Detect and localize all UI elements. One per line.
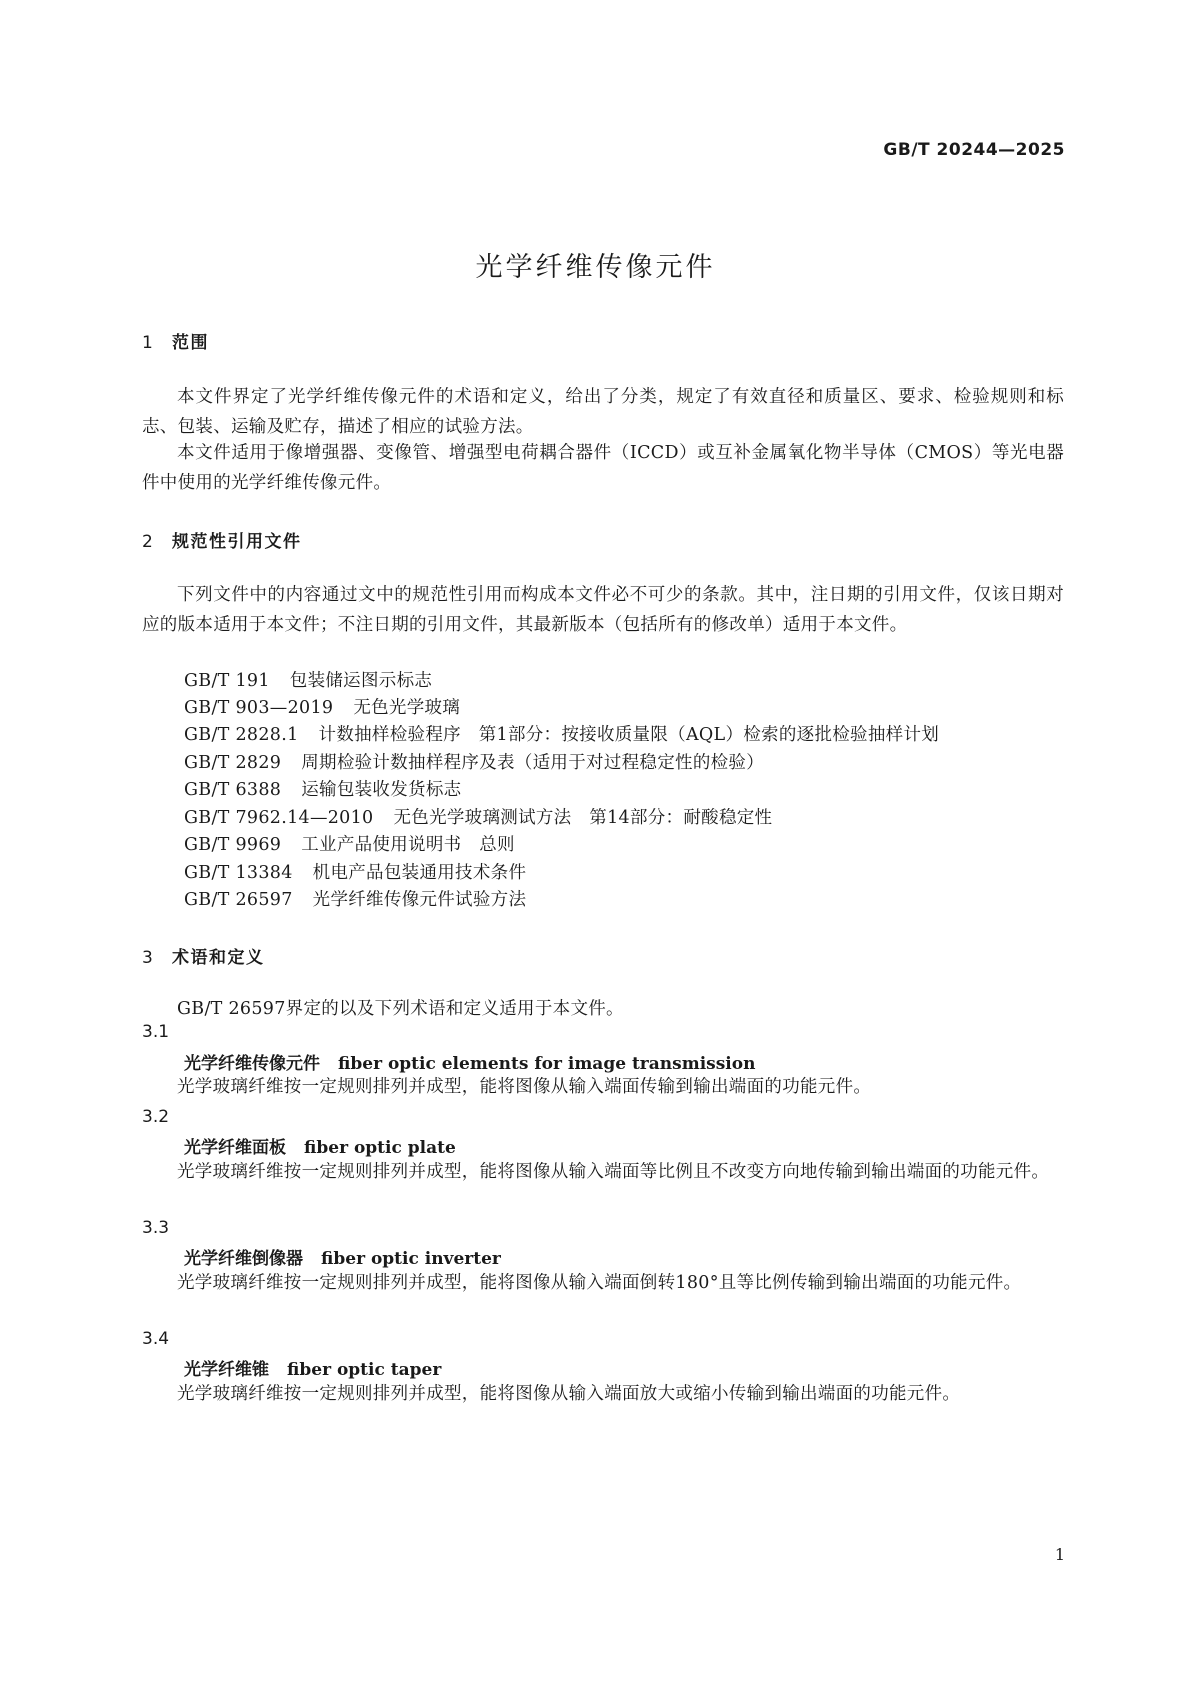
section-number: 3 [142, 948, 155, 968]
document-title: 光学纤维传像元件 [475, 252, 716, 283]
reference-code: GB/T 9969 [184, 835, 282, 855]
reference-title: 无色光学玻璃测试方法 第14部分：耐酸稳定性 [393, 808, 773, 828]
references-intro: 下列文件中的内容通过文中的规范性引用而构成本文件必不可少的条款。其中，注日期的引用文件，仅该日期对应的版本适用于本文件；不注日期的引用文件，其最新版本（包括所有的修改单）适用于本文件。 [142, 585, 1064, 635]
section-1-heading [142, 328, 209, 353]
term-definition: 光学玻璃纤维按一定规则排列并成型，能将图像从输入端面传输到输出端面的功能元件。 [177, 1077, 872, 1097]
reference-item [184, 694, 460, 719]
term-name [184, 1244, 501, 1269]
reference-item [184, 667, 432, 692]
term-name [184, 1133, 456, 1158]
reference-item [184, 721, 939, 746]
reference-item [184, 831, 515, 856]
reference-title: 光学纤维传像元件试验方法 [312, 890, 527, 910]
section-2-heading [142, 527, 302, 552]
term-en: fiber optic taper [287, 1360, 442, 1380]
section-title: 规范性引用文件 [172, 532, 302, 552]
term-zh: 光学纤维倒像器 [184, 1249, 303, 1269]
term-zh: 光学纤维面板 [184, 1138, 286, 1158]
term-en: fiber optic plate [304, 1138, 456, 1158]
reference-code: GB/T 903—2019 [184, 698, 334, 718]
section-number: 2 [142, 532, 155, 552]
standard-number: GB/T 20244—2025 [883, 140, 1065, 160]
term-zh: 光学纤维传像元件 [184, 1054, 320, 1074]
reference-item [184, 776, 461, 801]
reference-code: GB/T 26597 [184, 890, 293, 910]
reference-code: GB/T 7962.14—2010 [184, 808, 374, 828]
reference-item [184, 886, 526, 911]
reference-title: 无色光学玻璃 [353, 698, 461, 718]
terms-intro: GB/T 26597界定的以及下列术语和定义适用于本文件。 [177, 999, 624, 1019]
term-name [184, 1355, 441, 1380]
term-definition: 光学玻璃纤维按一定规则排列并成型，能将图像从输入端面倒转180°且等比例传输到输出端面的功能元件。 [177, 1273, 1022, 1293]
section-number: 1 [142, 333, 155, 353]
scope-paragraph-1: 本文件界定了光学纤维传像元件的术语和定义，给出了分类，规定了有效直径和质量区、要求、检验规则和标志、包装、运输及贮存，描述了相应的试验方法。 [142, 387, 1064, 437]
reference-title: 运输包装收发货标志 [301, 780, 462, 800]
reference-title: 包装储运图示标志 [289, 671, 433, 691]
term-number: 3.3 [142, 1218, 170, 1238]
reference-title: 工业产品使用说明书 总则 [301, 835, 515, 855]
scope-paragraph-2: 本文件适用于像增强器、变像管、增强型电荷耦合器件（ICCD）或互补金属氧化物半导体（CMOS）等光电器件中使用的光学纤维传像元件。 [142, 443, 1064, 493]
term-en: fiber optic inverter [321, 1249, 501, 1269]
reference-title: 计数抽样检验程序 第1部分：按接收质量限（AQL）检索的逐批检验抽样计划 [318, 725, 940, 745]
term-number: 3.2 [142, 1107, 170, 1127]
reference-code: GB/T 2829 [184, 753, 282, 773]
page-number: 1 [1054, 1545, 1065, 1564]
term-name [184, 1049, 755, 1074]
term-definition: 光学玻璃纤维按一定规则排列并成型，能将图像从输入端面放大或缩小传输到输出端面的功能元件。 [177, 1384, 961, 1404]
reference-title: 周期检验计数抽样程序及表（适用于对过程稳定性的检验） [301, 753, 765, 773]
reference-code: GB/T 6388 [184, 780, 282, 800]
reference-code: GB/T 13384 [184, 863, 293, 883]
reference-item [184, 859, 526, 884]
reference-item [184, 804, 772, 829]
reference-code: GB/T 191 [184, 671, 270, 691]
section-3-heading [142, 943, 265, 968]
reference-item [184, 749, 764, 774]
term-en: fiber optic elements for image transmission [338, 1054, 756, 1074]
section-title: 范围 [172, 333, 209, 353]
section-title: 术语和定义 [172, 948, 265, 968]
term-number: 3.1 [142, 1022, 170, 1042]
reference-code: GB/T 2828.1 [184, 725, 299, 745]
term-number: 3.4 [142, 1329, 170, 1349]
reference-title: 机电产品包装通用技术条件 [312, 863, 527, 883]
term-definition: 光学玻璃纤维按一定规则排列并成型，能将图像从输入端面等比例且不改变方向地传输到输出端面的功能元件。 [177, 1162, 1050, 1182]
term-zh: 光学纤维锥 [184, 1360, 269, 1380]
